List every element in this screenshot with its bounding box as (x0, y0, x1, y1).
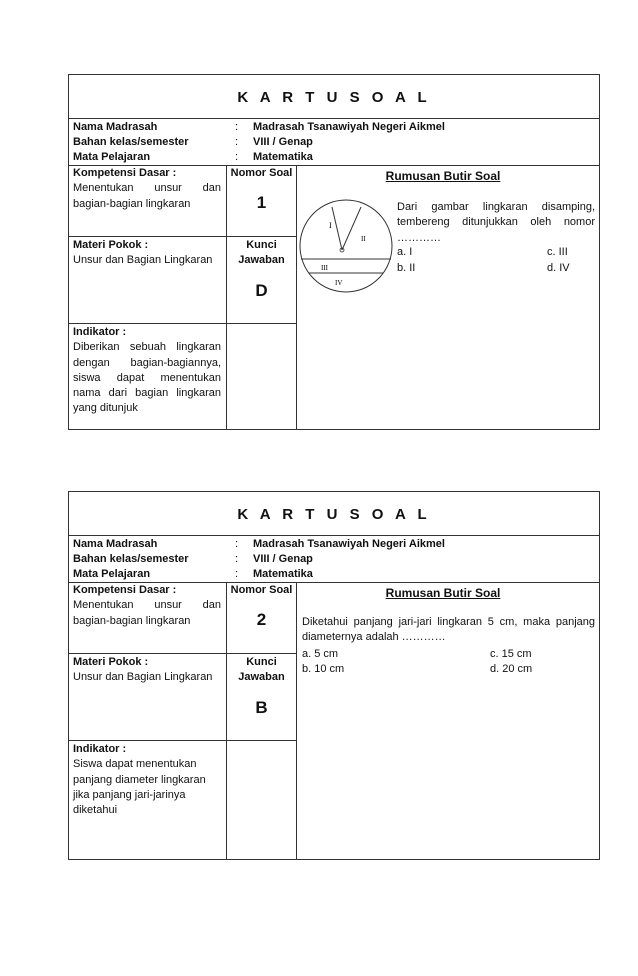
rumusan-title: Rumusan Butir Soal (385, 586, 501, 600)
card-title: K A R T U S O A L (69, 75, 599, 119)
option-a: a. I (397, 246, 413, 258)
divider (69, 653, 297, 654)
mapel-label: Mata Pelajaran (73, 568, 151, 580)
madrasah-value: Madrasah Tsanawiyah Negeri Aikmel (253, 538, 445, 550)
nomor-soal-cell (227, 583, 296, 628)
indikator-label: Indikator : (73, 743, 127, 755)
option-c: c. 15 cm (490, 648, 532, 660)
option-d: d. IV (547, 262, 570, 274)
kompetensi-dasar-cell (73, 166, 221, 212)
kompetensi-dasar-cell (73, 583, 221, 629)
figure-label-i: I (329, 221, 332, 230)
kelas-label: Bahan kelas/semester (73, 136, 189, 148)
nomor-label: Nomor Soal (230, 584, 293, 596)
indikator-text: Siswa dapat menentukan panjang diameter lingkaran jika panjang jari-jarinya diketahui (73, 758, 206, 817)
colon: : (235, 151, 239, 163)
materi-text: Unsur dan Bagian Lingkaran (73, 254, 213, 267)
colon: : (235, 121, 239, 133)
nomor-value: 1 (256, 193, 267, 213)
madrasah-value: Madrasah Tsanawiyah Negeri Aikmel (253, 121, 445, 133)
rumusan-title: Rumusan Butir Soal (385, 169, 501, 183)
divider (69, 236, 297, 237)
figure-label-iv: IV (335, 279, 343, 287)
soal-card-1 (68, 74, 600, 430)
soal-card-2 (68, 491, 600, 860)
indikator-cell (73, 325, 221, 417)
kelas-value: VIII / Genap (253, 553, 313, 565)
kd-label: Kompetensi Dasar : (73, 167, 177, 179)
kunci-label: Kunci (246, 656, 277, 668)
indikator-cell (73, 742, 221, 818)
divider (69, 323, 297, 324)
figure-label-iii: III (321, 264, 328, 272)
nomor-soal-cell (227, 166, 296, 211)
kunci-value: D (255, 280, 268, 300)
circle-figure (297, 195, 397, 295)
divider (69, 740, 297, 741)
colon: : (235, 136, 239, 148)
materi-text: Unsur dan Bagian Lingkaran (73, 671, 213, 684)
kelas-value: VIII / Genap (253, 136, 313, 148)
question-text: Dari gambar lingkaran disamping, tembereng ditunjukkan oleh nomor ………… (397, 201, 595, 244)
indikator-text: Diberikan sebuah lingkaran dengan bagian-bagiannya, siswa dapat menentukan nama dari bagian lingkaran yang ditunjuk (73, 341, 221, 415)
card-header-info (69, 535, 599, 583)
kunci-label: Kunci (246, 239, 277, 251)
mapel-value: Matematika (253, 568, 313, 580)
option-b: b. II (397, 262, 416, 274)
kunci-jawaban-cell (227, 238, 296, 298)
kd-label: Kompetensi Dasar : (73, 584, 177, 596)
madrasah-label: Nama Madrasah (73, 121, 158, 133)
option-b: b. 10 cm (302, 663, 345, 675)
materi-pokok-cell (73, 655, 221, 686)
question-text: Diketahui panjang jari-jari lingkaran 5 cm, maka panjang diameternya adalah ………… (302, 616, 595, 644)
mapel-value: Matematika (253, 151, 313, 163)
colon: : (235, 568, 239, 580)
kd-text: Menentukan unsur dan bagian-bagian lingkaran (73, 599, 221, 627)
nomor-value: 2 (256, 610, 267, 630)
divider (296, 582, 297, 859)
jawaban-label: Jawaban (238, 671, 285, 684)
card-header-info (69, 118, 599, 166)
option-d: d. 20 cm (490, 663, 533, 675)
colon: : (235, 553, 239, 565)
figure-label-ii: II (361, 235, 366, 243)
option-a: a. 5 cm (302, 648, 339, 660)
nomor-label: Nomor Soal (230, 167, 293, 179)
kelas-label: Bahan kelas/semester (73, 553, 189, 565)
kunci-value: B (255, 697, 268, 717)
materi-label: Materi Pokok : (73, 239, 149, 251)
kd-text: Menentukan unsur dan bagian-bagian lingkaran (73, 182, 221, 210)
materi-label: Materi Pokok : (73, 656, 149, 668)
jawaban-label: Jawaban (238, 254, 285, 267)
mapel-label: Mata Pelajaran (73, 151, 151, 163)
indikator-label: Indikator : (73, 326, 127, 338)
madrasah-label: Nama Madrasah (73, 538, 158, 550)
card-title: K A R T U S O A L (69, 492, 599, 536)
option-c: c. III (547, 246, 568, 258)
materi-pokok-cell (73, 238, 221, 269)
colon: : (235, 538, 239, 550)
kunci-jawaban-cell (227, 655, 296, 715)
